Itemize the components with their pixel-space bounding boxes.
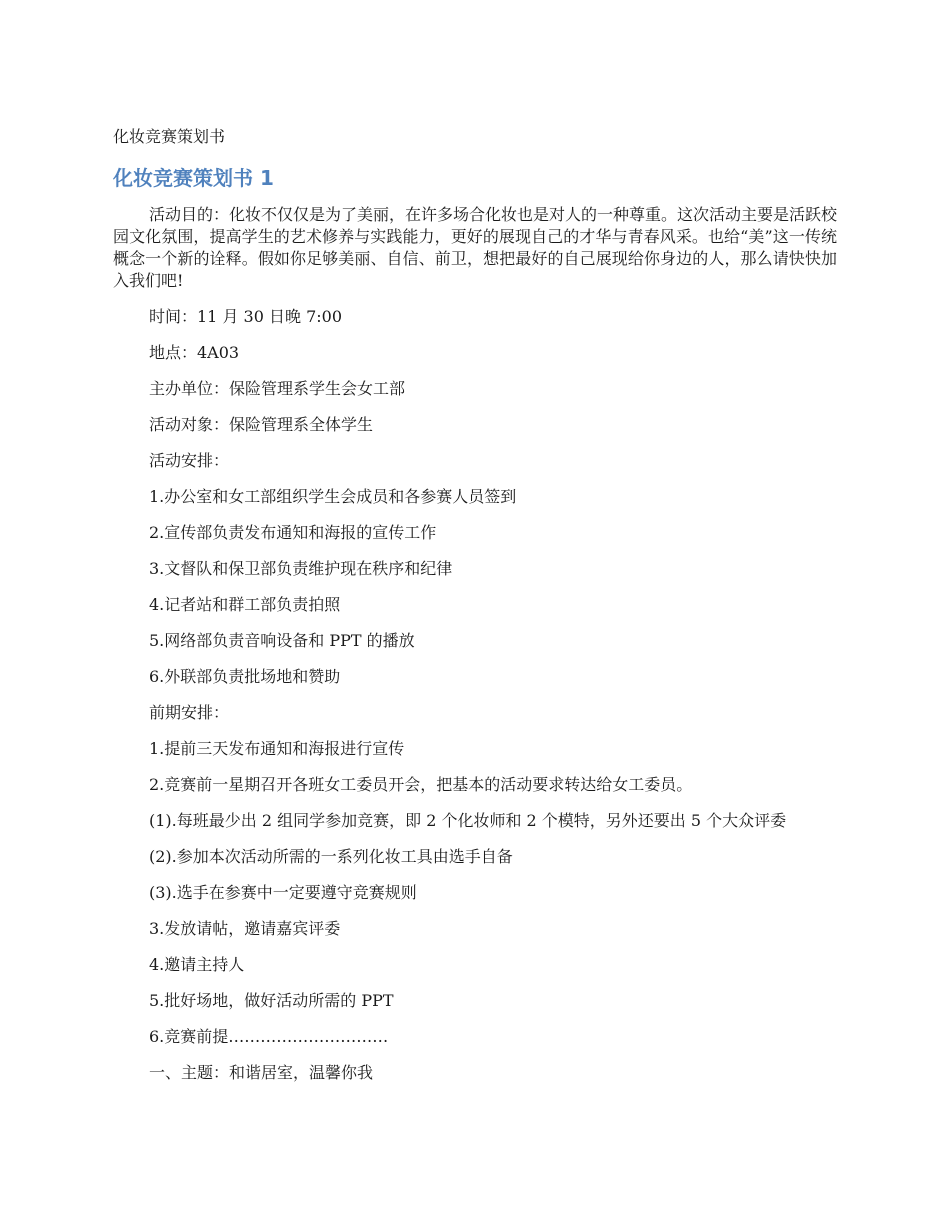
list-item: 1.提前三天发布通知和海报进行宣传 <box>149 739 405 758</box>
list-item: 1.办公室和女工部组织学生会成员和各参赛人员签到 <box>149 487 517 506</box>
paragraph-preparation-heading: 前期安排： <box>149 703 230 722</box>
section-heading: 化妆竞赛策划书 1 <box>113 166 274 190</box>
list-item: 2.竞赛前一星期召开各班女工委员开会，把基本的活动要求转达给女工委员。 <box>149 775 693 794</box>
list-item: 6.外联部负责批场地和赞助 <box>149 667 341 686</box>
list-item: (2).参加本次活动所需的一系列化妆工具由选手自备 <box>149 847 513 866</box>
list-item: 5.网络部负责音响设备和 PPT 的播放 <box>149 631 415 650</box>
list-item: (1).每班最少出 2 组同学参加竞赛，即 2 个化妆师和 2 个模特，另外还要出 5 个大众评委 <box>149 811 787 830</box>
document-body <box>113 204 837 1098</box>
paragraph-location: 地点：4A03 <box>149 343 240 362</box>
document-title: 化妆竞赛策划书 <box>113 127 226 146</box>
list-item: 2.宣传部负责发布通知和海报的宣传工作 <box>149 523 437 542</box>
list-item: 4.记者站和群工部负责拍照 <box>149 595 341 614</box>
paragraph-theme: 一、主题：和谐居室，温馨你我 <box>149 1063 374 1082</box>
list-item: 3.发放请帖，邀请嘉宾评委 <box>149 919 341 938</box>
list-item: 5.批好场地，做好活动所需的 PPT <box>149 991 394 1010</box>
paragraph-time: 时间：11 月 30 日晚 7:00 <box>149 307 342 326</box>
paragraph-audience: 活动对象：保险管理系全体学生 <box>149 415 374 434</box>
list-item: 3.文督队和保卫部负责维护现在秩序和纪律 <box>149 559 453 578</box>
paragraph-purpose: 活动目的：化妆不仅仅是为了美丽，在许多场合化妆也是对人的一种尊重。这次活动主要是活跃校园文化氛围，提高学生的艺术修养与实践能力，更好的展现自己的才华与青春风采。也给“美”这一传统概念一个新的诠释。假如你足够美丽、自信、前卫，想把最好的自己展现给你身边的人，那么请快快加入我们吧! <box>113 205 838 290</box>
paragraph-organizer: 主办单位：保险管理系学生会女工部 <box>149 379 406 398</box>
list-item: 4.邀请主持人 <box>149 955 245 974</box>
list-item: 6.竞赛前提………………………… <box>149 1027 389 1046</box>
paragraph-arrangement-heading: 活动安排： <box>149 451 230 470</box>
list-item: (3).选手在参赛中一定要遵守竞赛规则 <box>149 883 417 902</box>
